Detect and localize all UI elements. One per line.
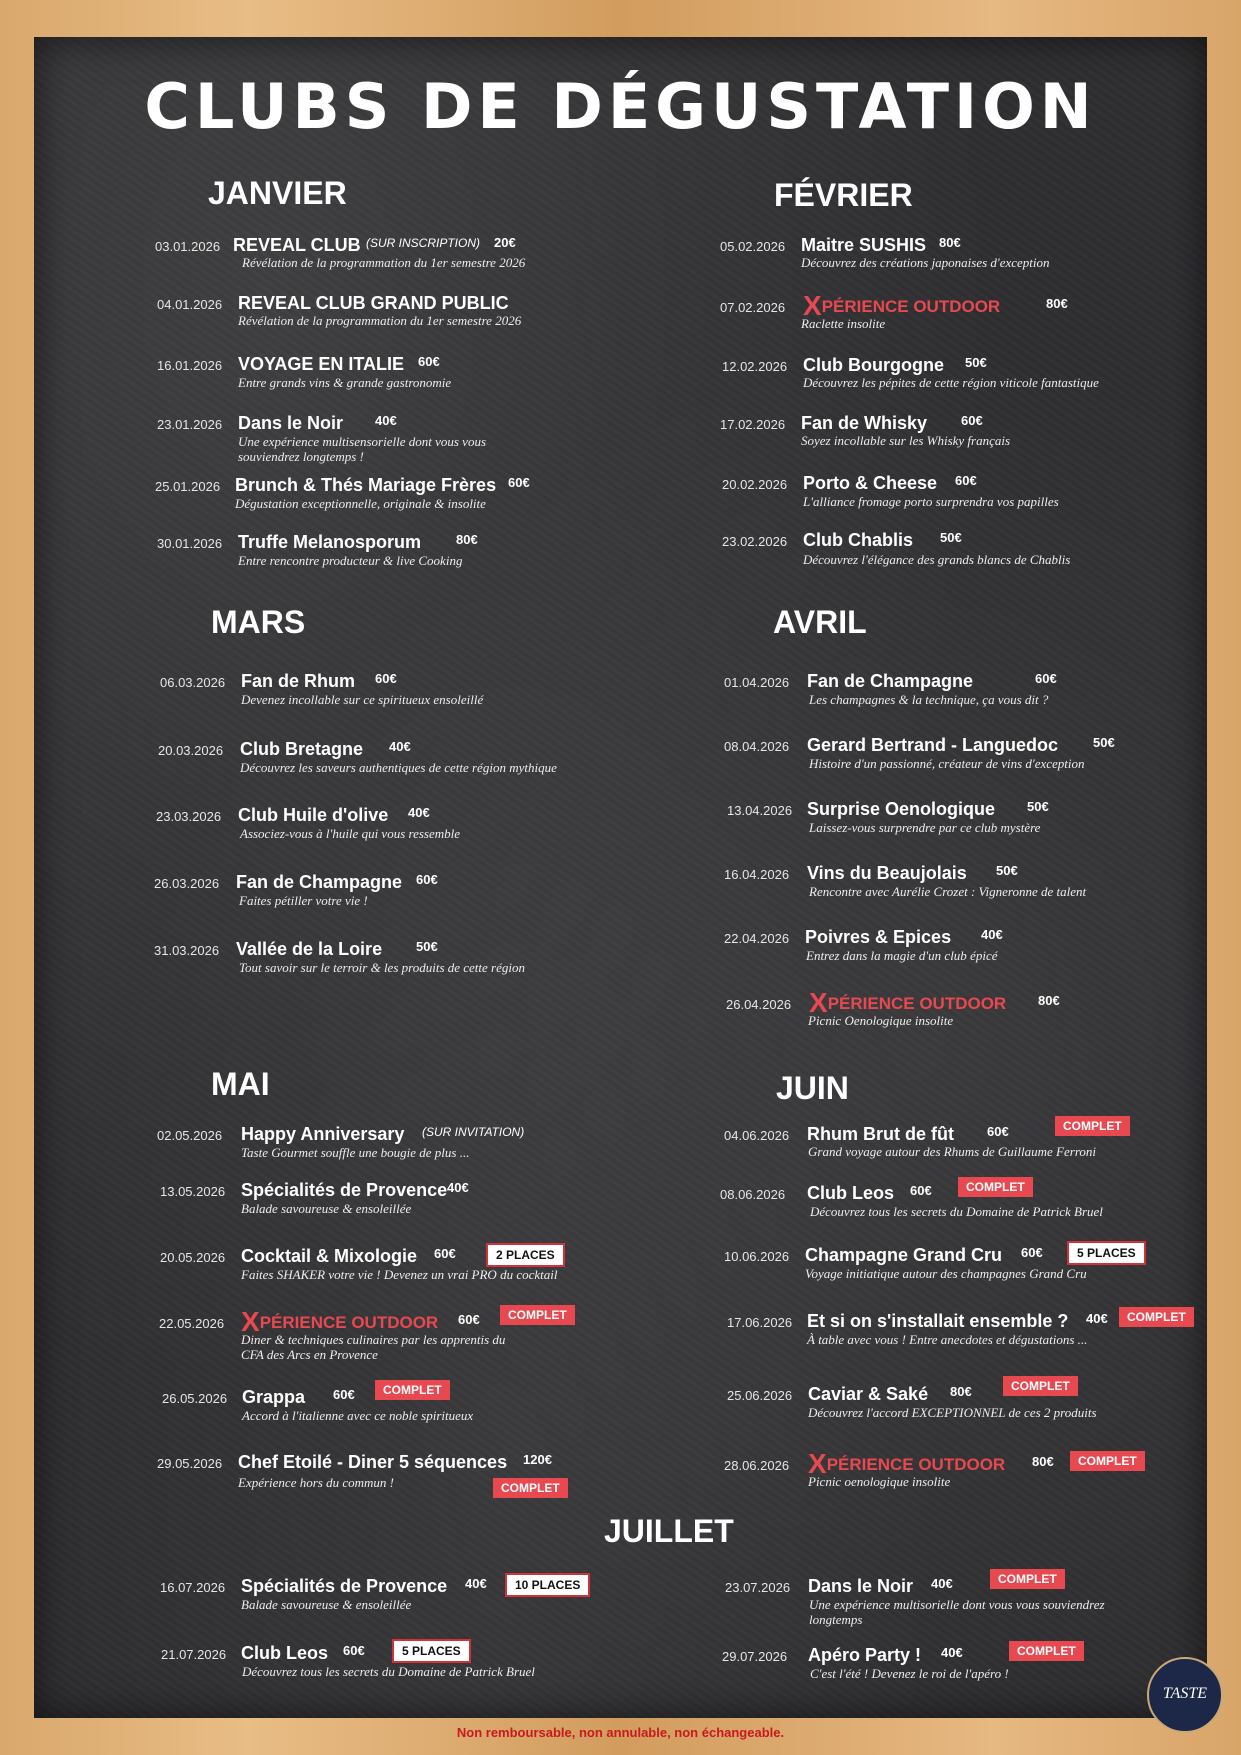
availability-badge: COMPLET	[1055, 1116, 1130, 1136]
event-price: 60€	[1035, 671, 1057, 686]
availability-badge: COMPLET	[375, 1380, 450, 1400]
event-description: Découvrez les pépites de cette région viticole fantastique	[803, 375, 1099, 390]
event-description: Diner & techniques culinaires par les apprentis du CFA des Arcs en Provence	[241, 1332, 506, 1362]
event-price: 60€	[961, 413, 983, 428]
event-description: Découvrez l'accord EXCEPTIONNEL de ces 2 produits	[808, 1405, 1097, 1420]
event-date: 02.05.2026	[157, 1128, 223, 1143]
event-date: 21.07.2026	[161, 1647, 227, 1662]
event-date: 03.01.2026	[155, 239, 221, 254]
event-name: Dans le Noir	[238, 413, 344, 433]
xperience-outdoor-label: XPÉRIENCE OUTDOOR	[241, 1306, 439, 1337]
event-name: Maitre SUSHIS	[801, 235, 927, 255]
event-price: 60€	[375, 671, 397, 686]
event-description: Associez-vous à l'huile qui vous ressemble	[240, 826, 461, 841]
event-description: Taste Gourmet souffle une bougie de plus ...	[241, 1145, 470, 1160]
event-price: 80€	[1032, 1454, 1054, 1469]
footer-disclaimer: Non remboursable, non annulable, non échangeable.	[456, 1725, 785, 1740]
event-name: Club Leos	[241, 1643, 329, 1663]
event-name: Porto & Cheese	[803, 473, 938, 493]
month-heading-juillet: JUILLET	[604, 1513, 734, 1549]
event-name: Fan de Champagne	[807, 671, 974, 691]
event-name: Chef Etoilé - Diner 5 séquences	[238, 1452, 508, 1472]
event-price: 40€	[375, 413, 397, 428]
event-date: 17.06.2026	[727, 1315, 793, 1330]
event-price: 60€	[333, 1387, 355, 1402]
availability-badge: COMPLET	[958, 1177, 1033, 1197]
page-title: CLUBS DE DÉGUSTATION	[144, 70, 1097, 143]
event-price: 60€	[955, 473, 977, 488]
event-name: Club Bourgogne	[803, 355, 944, 375]
event-description: Découvrez tous les secrets du Domaine de Patrick Bruel	[242, 1664, 535, 1679]
event-date: 08.04.2026	[724, 739, 790, 754]
event-price: 50€	[940, 530, 962, 545]
event-price: 40€	[941, 1645, 963, 1660]
event-description: Révélation de la programmation du 1er semestre 2026	[238, 313, 522, 328]
event-name: Dans le Noir	[808, 1576, 914, 1596]
month-heading-mars: MARS	[211, 604, 306, 640]
event-price: 60€	[910, 1183, 932, 1198]
event-description: Picnic Oenologique insolite	[808, 1013, 954, 1028]
event-name: Club Leos	[807, 1183, 895, 1203]
event-price: 40€	[408, 805, 430, 820]
event-name: Club Bretagne	[240, 739, 364, 759]
event-price: 80€	[456, 532, 478, 547]
event-description: Balade savoureuse & ensoleillée	[241, 1597, 412, 1612]
event-description: L'alliance fromage porto surprendra vos papilles	[803, 494, 1059, 509]
event-description: Expérience hors du commun !	[238, 1475, 394, 1490]
event-description: Découvrez l'élégance des grands blancs de Chablis	[803, 552, 1071, 567]
event-description: C'est l'été ! Devenez le roi de l'apéro !	[810, 1666, 1009, 1681]
event-name: VOYAGE EN ITALIE	[238, 354, 405, 374]
event-description: Entre rencontre producteur & live Cooking	[238, 553, 463, 568]
event-date: 29.07.2026	[722, 1649, 788, 1664]
event-date: 23.01.2026	[157, 417, 223, 432]
event-name: Spécialités de Provence	[241, 1576, 448, 1596]
event-name: Club Huile d'olive	[238, 805, 389, 825]
event-date: 12.02.2026	[722, 359, 788, 374]
month-heading-avril: AVRIL	[773, 604, 867, 640]
event-price: 40€	[389, 739, 411, 754]
availability-badge: 5 PLACES	[1067, 1241, 1146, 1265]
event-date: 29.05.2026	[157, 1456, 223, 1471]
event-price: 80€	[1038, 993, 1060, 1008]
event-date: 13.05.2026	[160, 1184, 226, 1199]
event-name: Fan de Champagne	[236, 872, 403, 892]
event-date: 28.06.2026	[724, 1458, 790, 1473]
event-name: Fan de Whisky	[801, 413, 928, 433]
event-date: 20.02.2026	[722, 477, 788, 492]
event-price: 50€	[1093, 735, 1115, 750]
event-price: 50€	[996, 863, 1018, 878]
event-description: Rencontre avec Aurélie Crozet : Vigneronne de talent	[809, 884, 1087, 899]
event-price: 60€	[343, 1643, 365, 1658]
event-description: Devenez incollable sur ce spiritueux ensoleillé	[241, 692, 484, 707]
event-date: 31.03.2026	[154, 943, 220, 958]
event-date: 01.04.2026	[724, 675, 790, 690]
event-description: Picnic oenologique insolite	[808, 1474, 951, 1489]
event-price: 60€	[434, 1246, 456, 1261]
event-date: 06.03.2026	[160, 675, 226, 690]
event-name: Spécialités de Provence	[241, 1180, 448, 1200]
event-name: Happy Anniversary	[241, 1124, 405, 1144]
month-heading-janvier: JANVIER	[208, 175, 347, 211]
event-date: 26.05.2026	[162, 1391, 228, 1406]
event-name: Truffe Melanosporum	[238, 532, 422, 552]
event-description: Soyez incollable sur les Whisky français	[801, 433, 1011, 448]
event-date: 04.01.2026	[157, 297, 223, 312]
event-description: Raclette insolite	[801, 316, 886, 331]
event-price: 50€	[416, 939, 438, 954]
event-price: 50€	[965, 355, 987, 370]
availability-badge: COMPLET	[493, 1478, 568, 1498]
event-price: 40€	[447, 1180, 469, 1195]
event-date: 20.03.2026	[158, 743, 224, 758]
availability-badge: 2 PLACES	[486, 1243, 565, 1267]
event-name: Vallée de la Loire	[236, 939, 383, 959]
event-name: Brunch & Thés Mariage Frères	[235, 475, 497, 495]
event-name: Club Chablis	[803, 530, 914, 550]
event-name: REVEAL CLUB	[233, 235, 361, 255]
event-date: 16.07.2026	[160, 1580, 226, 1595]
event-name: Cocktail & Mixologie	[241, 1246, 418, 1266]
event-date: 17.02.2026	[720, 417, 786, 432]
event-price: 40€	[1086, 1311, 1108, 1326]
event-price: 40€	[981, 927, 1003, 942]
event-date: 04.06.2026	[724, 1128, 790, 1143]
event-description: Une expérience multisensorielle dont vous vous souviendrez longtemps !	[238, 434, 487, 464]
event-date: 16.01.2026	[157, 358, 223, 373]
event-name: Fan de Rhum	[241, 671, 356, 691]
event-name: Surprise Oenologique	[807, 799, 996, 819]
availability-badge: 10 PLACES	[505, 1573, 590, 1597]
event-price: 40€	[931, 1576, 953, 1591]
event-description: Tout savoir sur le terroir & les produits de cette région	[239, 960, 525, 975]
xperience-outdoor-label: XPÉRIENCE OUTDOOR	[808, 1448, 1006, 1479]
event-description: Découvrez les saveurs authentiques de cette région mythique	[240, 760, 557, 775]
event-price: 80€	[939, 235, 961, 250]
xperience-outdoor-label: XPÉRIENCE OUTDOOR	[803, 290, 1001, 321]
event-price: 50€	[1027, 799, 1049, 814]
event-date: 25.06.2026	[727, 1388, 793, 1403]
event-price: 60€	[1021, 1245, 1043, 1260]
event-date: 16.04.2026	[724, 867, 790, 882]
event-price: 80€	[950, 1384, 972, 1399]
event-date: 23.07.2026	[725, 1580, 791, 1595]
event-price: 60€	[418, 354, 440, 369]
availability-badge: COMPLET	[1003, 1376, 1078, 1396]
availability-badge: COMPLET	[1119, 1307, 1194, 1327]
event-price: 60€	[416, 872, 438, 887]
month-heading-mai: MAI	[211, 1066, 270, 1102]
event-description: Accord à l'italienne avec ce noble spiritueux	[242, 1408, 474, 1423]
event-date: 10.06.2026	[724, 1249, 790, 1264]
event-price: 60€	[458, 1312, 480, 1327]
event-date: 22.05.2026	[159, 1316, 225, 1331]
event-date: 26.03.2026	[154, 876, 220, 891]
event-description: Révélation de la programmation du 1er semestre 2026	[242, 255, 526, 270]
event-note: (SUR INSCRIPTION)	[366, 236, 480, 250]
event-name: Grappa	[242, 1387, 306, 1407]
availability-badge: 5 PLACES	[392, 1639, 471, 1663]
event-note: (SUR INVITATION)	[422, 1125, 525, 1139]
event-price: 60€	[508, 475, 530, 490]
event-name: Rhum Brut de fût	[807, 1124, 954, 1144]
event-date: 25.01.2026	[155, 479, 221, 494]
event-description: Voyage initiatique autour des champagnes Grand Cru	[805, 1266, 1087, 1281]
availability-badge: COMPLET	[990, 1569, 1065, 1589]
event-date: 07.02.2026	[720, 300, 786, 315]
event-description: Les champagnes & la technique, ça vous dit ?	[809, 692, 1049, 707]
availability-badge: COMPLET	[1009, 1641, 1084, 1661]
event-description: Dégustation exceptionnelle, originale & insolite	[235, 496, 486, 511]
event-price: 40€	[465, 1576, 487, 1591]
event-description: Entrez dans la magie d'un club épicé	[806, 948, 998, 963]
event-date: 08.06.2026	[720, 1187, 786, 1202]
availability-badge: COMPLET	[500, 1305, 575, 1325]
event-name: Poivres & Epices	[805, 927, 952, 947]
taste-gourmet-logo: TASTE	[1147, 1657, 1223, 1733]
xperience-outdoor-label: XPÉRIENCE OUTDOOR	[809, 987, 1007, 1018]
event-description: Grand voyage autour des Rhums de Guillaume Ferroni	[808, 1144, 1097, 1159]
event-description: Laissez-vous surprendre par ce club mystère	[809, 820, 1041, 835]
event-description: Faites pétiller votre vie !	[239, 893, 368, 908]
event-date: 20.05.2026	[160, 1250, 226, 1265]
event-price: 20€	[494, 235, 516, 250]
event-date: 23.02.2026	[722, 534, 788, 549]
event-description: Découvrez tous les secrets du Domaine de Patrick Bruel	[810, 1204, 1103, 1219]
event-name: Champagne Grand Cru	[805, 1245, 1003, 1265]
event-date: 30.01.2026	[157, 536, 223, 551]
event-name: Et si on s'installait ensemble ?	[807, 1311, 1069, 1331]
event-price: 60€	[987, 1124, 1009, 1139]
event-price: 120€	[523, 1452, 552, 1467]
month-heading-juin: JUIN	[776, 1070, 849, 1106]
event-description: Découvrez des créations japonaises d'exception	[801, 255, 1050, 270]
event-name: Apéro Party !	[808, 1645, 922, 1665]
event-date: 13.04.2026	[727, 803, 793, 818]
event-description: Entre grands vins & grande gastronomie	[238, 375, 452, 390]
event-name: REVEAL CLUB GRAND PUBLIC	[238, 293, 509, 313]
availability-badge: COMPLET	[1070, 1451, 1145, 1471]
event-description: Histoire d'un passionné, créateur de vins d'exception	[809, 756, 1085, 771]
event-name: Gerard Bertrand - Languedoc	[807, 735, 1059, 755]
event-description: À table avec vous ! Entre anecdotes et dégustations ...	[807, 1332, 1088, 1347]
event-date: 22.04.2026	[724, 931, 790, 946]
event-description: Une expérience multisorielle dont vous vous souviendrez longtemps	[809, 1597, 1105, 1627]
event-price: 80€	[1046, 296, 1068, 311]
month-heading-fevrier: FÉVRIER	[774, 177, 913, 213]
event-date: 26.04.2026	[726, 997, 792, 1012]
event-date: 23.03.2026	[156, 809, 222, 824]
event-description: Balade savoureuse & ensoleillée	[241, 1201, 412, 1216]
event-date: 05.02.2026	[720, 239, 786, 254]
event-description: Faites SHAKER votre vie ! Devenez un vrai PRO du cocktail	[241, 1267, 558, 1282]
event-name: Caviar & Saké	[808, 1384, 929, 1404]
event-name: Vins du Beaujolais	[807, 863, 967, 883]
